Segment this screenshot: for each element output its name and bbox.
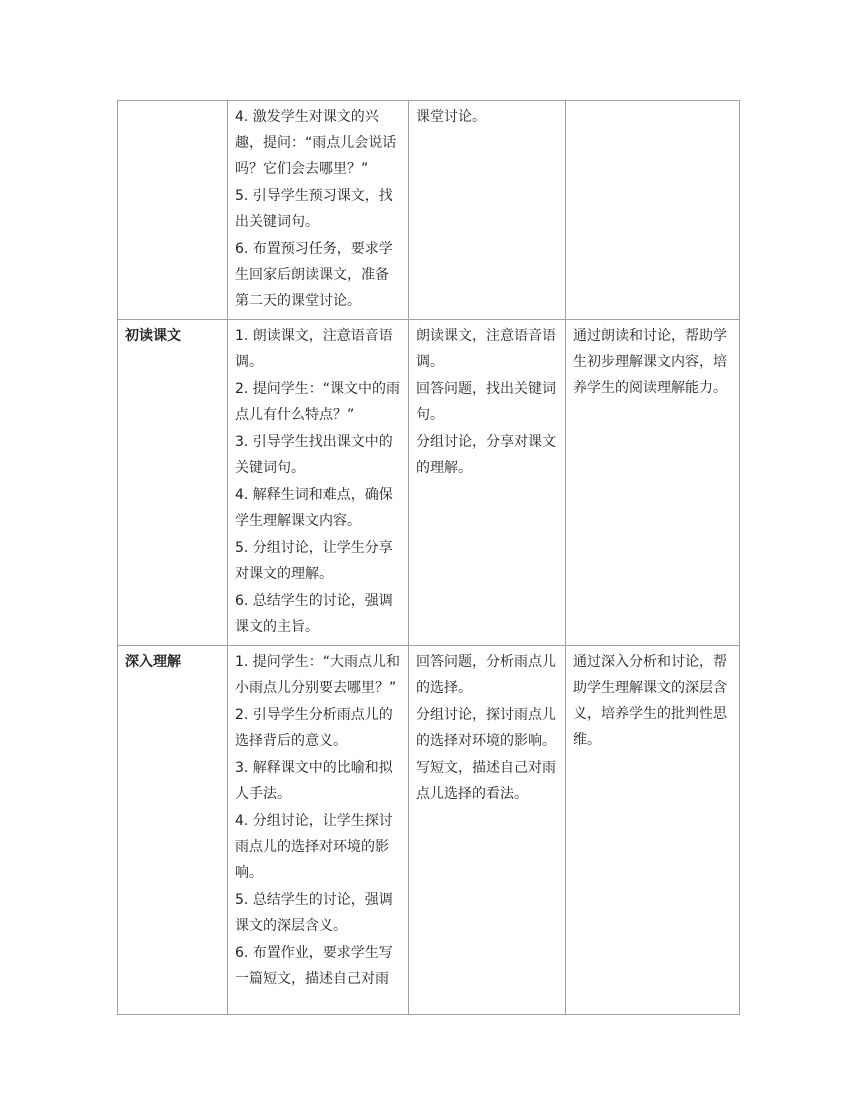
table-row <box>118 320 740 646</box>
teacher-activity-cell <box>228 646 409 1015</box>
teacher-activity-item: 6. 总结学生的讨论，强调课文的主旨。 <box>235 593 393 635</box>
teacher-activity-item: 4. 激发学生对课文的兴趣，提问：“雨点儿会说话吗？它们会去哪里？” <box>235 109 397 177</box>
student-activity-item: 课堂讨论。 <box>416 109 486 125</box>
stage-cell: 初读课文 <box>118 320 228 646</box>
teacher-activity-cell <box>228 320 409 646</box>
teacher-activity-item: 4. 分组讨论，让学生探讨雨点儿的选择对环境的影响。 <box>235 813 393 881</box>
teacher-activity-item: 6. 布置作业，要求学生写一篇短文，描述自己对雨 <box>235 945 393 987</box>
student-activity-item: 朗读课文，注意语音语调。 <box>416 328 556 370</box>
teacher-activity-item: 2. 引导学生分析雨点儿的选择背后的意义。 <box>235 707 393 749</box>
lesson-plan-table <box>117 100 740 1015</box>
student-activity-item: 写短文，描述自己对雨点儿选择的看法。 <box>416 760 556 802</box>
teacher-activity-item: 5. 引导学生预习课文，找出关键词句。 <box>235 188 393 230</box>
student-activity-item: 分组讨论，探讨雨点儿的选择对环境的影响。 <box>416 707 556 749</box>
teacher-activity-item: 5. 总结学生的讨论，强调课文的深层含义。 <box>235 892 393 934</box>
design-intent-cell: 通过深入分析和讨论，帮助学生理解课文的深层含义，培养学生的批判性思维。 <box>566 646 740 1015</box>
student-activity-cell <box>409 320 566 646</box>
teacher-activity-item: 3. 引导学生找出课文中的关键词句。 <box>235 434 393 476</box>
teacher-activity-item: 1. 提问学生：“大雨点儿和小雨点儿分别要去哪里？” <box>235 654 401 696</box>
table-row <box>118 646 740 1015</box>
student-activity-cell <box>409 646 566 1015</box>
teacher-activity-item: 5. 分组讨论，让学生分享对课文的理解。 <box>235 540 393 582</box>
teacher-activity-item: 4. 解释生词和难点，确保学生理解课文内容。 <box>235 487 393 529</box>
teacher-activity-item: 2. 提问学生：“课文中的雨点儿有什么特点？” <box>235 381 401 423</box>
teacher-activity-cell <box>228 101 409 320</box>
design-intent-cell <box>566 101 740 320</box>
stage-cell <box>118 101 228 320</box>
student-activity-item: 分组讨论，分享对课文的理解。 <box>416 434 556 476</box>
student-activity-item: 回答问题，分析雨点儿的选择。 <box>416 654 556 696</box>
student-activity-item: 回答问题，找出关键词句。 <box>416 381 556 423</box>
student-activity-cell <box>409 101 566 320</box>
table-row <box>118 101 740 320</box>
teacher-activity-item: 1. 朗读课文，注意语音语调。 <box>235 328 393 370</box>
design-intent-cell: 通过朗读和讨论，帮助学生初步理解课文内容，培养学生的阅读理解能力。 <box>566 320 740 646</box>
teacher-activity-item: 6. 布置预习任务，要求学生回家后朗读课文，准备第二天的课堂讨论。 <box>235 241 393 309</box>
stage-cell: 深入理解 <box>118 646 228 1015</box>
teacher-activity-item: 3. 解释课文中的比喻和拟人手法。 <box>235 760 393 802</box>
